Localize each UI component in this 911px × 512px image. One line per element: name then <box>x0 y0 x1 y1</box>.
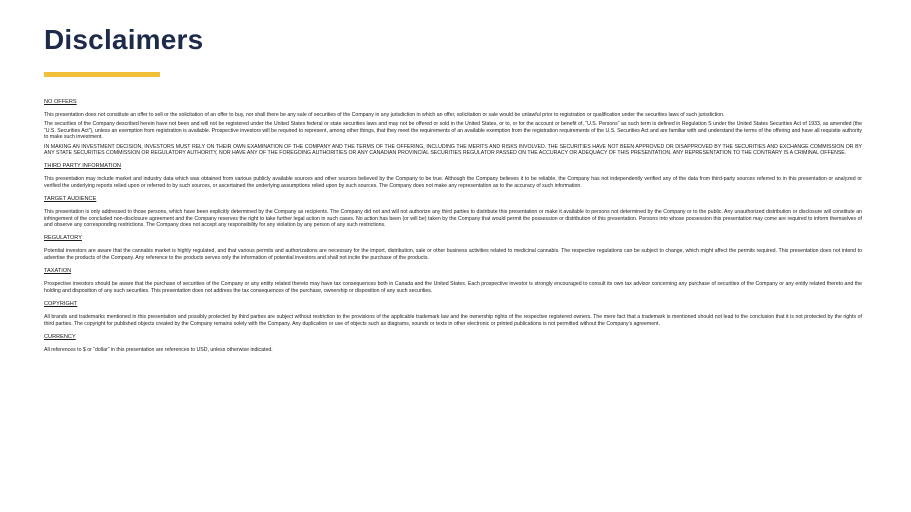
section-regulatory <box>44 235 862 261</box>
paragraph: All references to $ or “dollar” in this presentation are references to USD, unless otherwise indicated. <box>44 346 273 353</box>
paragraph: Prospective investors should be aware that the purchase of securities of the Company or any entity related thereto may have tax consequences both in Canada and the United States. Each prospective investor is strongly encouraged to consult its own tax advisor concerning any purchase of securities of the Company or any entity related thereto and the holding and disposition of any such securities. This presentation does not address the tax consequences of the purchase, ownership or disposition of any such securities. <box>44 281 862 294</box>
section-heading: CURRENCY <box>44 333 76 340</box>
section-heading: THIRD PARTY INFORMATION <box>44 163 121 170</box>
paragraph: The securities of the Company described herein have not been and will not be registered under the United States federal or state securities laws and may not be offered or sold in the United States, or to, or for the account or benefit of, “U.S. Persons” as such term is defined in Regulation S under the United States Securities Act of 1933, as amended (the “U.S. Securities Act”), unless an exemption from registration is available. Prospective investors will be required to represent, among other things, that they meet the requirements of an available exemption from the registration requirements of the U.S. Securities Act and are familiar with and understand the terms of the offering and have all requisite authority to make such investment. <box>44 121 862 141</box>
paragraph: Potential investors are aware that the cannabis market is highly regulated, and that various permits and authorizations are necessary for the import, distribution, sale or other business activities related to medicinal cannabis. The respective regulations can be subject to change, which might affect the permits required. This presentation does not intend to advertise the products of the Company. Any reference to the products serves only the information of potential investors and shall not incite the purchase of the products. <box>44 248 862 261</box>
paragraph: All brands and trademarks mentioned in this presentation and possibly protected by third parties are subject without restriction to the provisions of the applicable trademark law and the ownership rights of the respective registered owners. The mere fact that a trademark is mentioned should not lead to the conclusion that it is not protected by the rights of third parties. The copyright for published objects created by the Company remains solely with the Company. Any duplication or use of objects such as diagrams, sounds or texts in other electronic or printed publications is not permitted without the Company’s agreement. <box>44 314 862 327</box>
section-currency <box>44 334 862 353</box>
section-copyright <box>44 301 862 327</box>
section-taxation <box>44 268 862 294</box>
section-target-audience <box>44 196 862 228</box>
disclaimer-content <box>44 99 862 360</box>
paragraph: IN MAKING AN INVESTMENT DECISION, INVESTORS MUST RELY ON THEIR OWN EXAMINATION OF THE COMPANY AND THE TERMS OF THE OFFERING, INCLUDING THE MERITS AND RISKS INVOLVED. THE SECURITIES HAVE NOT BEEN APPROVED OR DISAPPROVED BY THE SECURITIES AND EXCHANGE COMMISSION OR BY ANY STATE SECURITIES COMMISSION OR REGULATORY AUTHORITY, NOR HAVE ANY OF THE FOREGOING AUTHORITIES OR ANY CANADIAN PROVINCIAL SECURITIES REGULATOR PASSED ON THE ACCURACY OR ADEQUACY OF THIS PRESENTATION. ANY REPRESENTATION TO THE CONTRARY IS A CRIMINAL OFFENSE. <box>44 143 862 157</box>
section-heading: TAXATION <box>44 268 72 275</box>
paragraph: This presentation is only addressed to those persons, which have been explicitly determined by the Company as recipients. The Company did not and will not authorize any third parties to distribute this presentation or make it available to persons not determined by the Company or to the public. Any unauthorized distribution or disclosure will constitute an infringement of the concluded non-disclosure agreement and the Company reserves the right to take further legal action in such cases. No action has been (or will be) taken by the Company that would permit the possession or distribution of this presentation. Persons into whose possession this presentation may come are required to inform themselves of and observe any corresponding restrictions. The Company does not accept any responsibility for any violation by any person of any such restrictions. <box>44 209 862 229</box>
section-heading: TARGET AUDIENCE <box>44 196 97 203</box>
section-heading: NO OFFERS <box>44 99 77 105</box>
section-heading: REGULATORY <box>44 235 82 242</box>
section-heading: COPYRIGHT <box>44 301 78 308</box>
title-accent-bar <box>44 72 160 77</box>
paragraph: This presentation may include market and industry data which was obtained from various publicly available sources and other sources believed by the Company to be true. Although the Company believes it to be reliable, the Company has not independently verified any of the data from third-party sources referred to in this presentation or analyzed or verified the underlying reports relied upon or referred to by such sources, or ascertained the underlying assumptions relied upon by such sources. The Company does not make any representation as to the accuracy of such information. <box>44 176 862 189</box>
page-title: Disclaimers <box>44 24 204 55</box>
section-no-offers <box>44 99 862 156</box>
section-third-party-information <box>44 163 862 189</box>
paragraph: This presentation does not constitute an offer to sell or the solicitation of an offer to buy, nor shall there be any sale of securities of the Company in any jurisdiction in which an offer, solicitation or sale would be unlawful prior to registration or qualification under the securities laws of such jurisdiction. <box>44 112 725 118</box>
